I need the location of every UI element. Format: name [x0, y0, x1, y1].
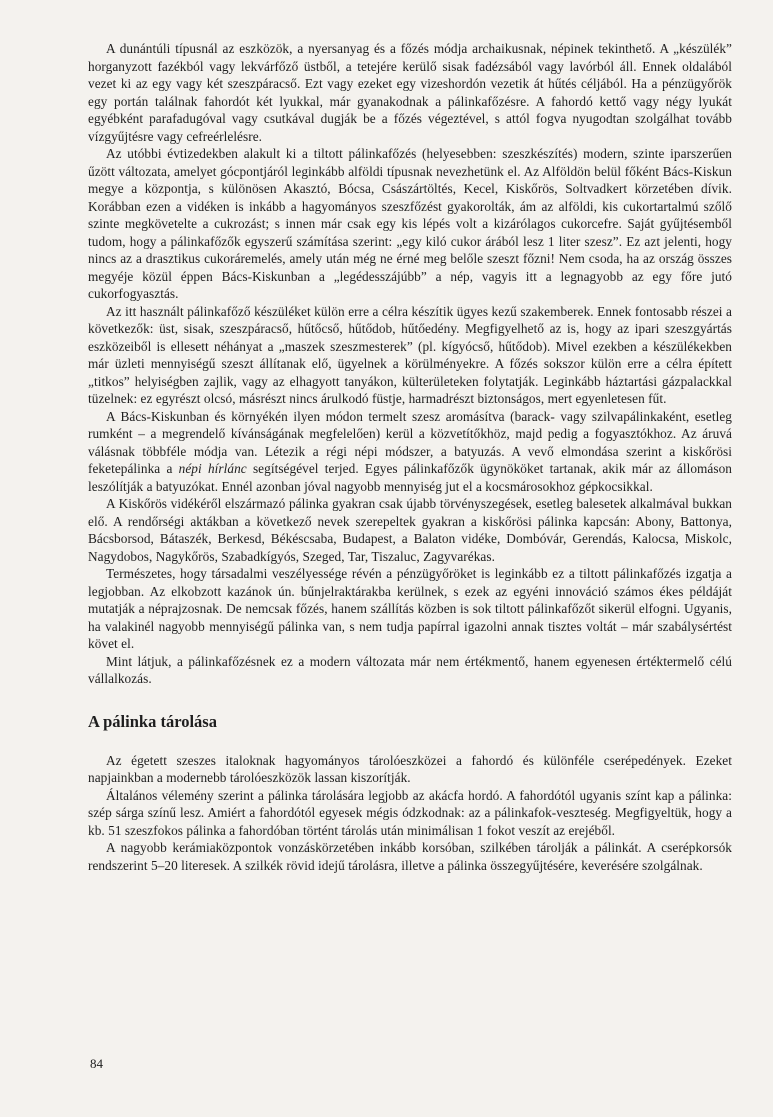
paragraph: Általános vélemény szerint a pálinka tárolására legjobb az akácfa hordó. A fahordótól ugyanis színt kap a pálinka: szép sárga színű lesz. Amiért a fahordótól egyesek mégis ódzkodnak: az a pálinkafok-veszteség. Megfigyeltük, hogy a kb. 51 szeszfokos pálinka a fahordóban történt tárolás után minimálisan 1 fokot veszít az erejéből.	[88, 787, 732, 838]
paragraph-text: segítségével terjed. Egyes pálinkafőzők ügynököket tartanak, akik már az állomáson leszólítják a batyuzókat. Ennél azonban jóval nagyobb mennyiség jut el a kocsmárosokhoz gépkocsikkal.	[88, 461, 732, 494]
italic-term: népi hírlánc	[178, 461, 247, 476]
section-heading: A pálinka tárolása	[88, 711, 217, 731]
paragraph-text: A Bács-Kiskunban és környékén ilyen módon termelt szesz aromásítva (barack- vagy szilvapálinkaként, esetleg rumként – a megrendelő kívánságának megfelelően) kerül a közvetítőkhöz, majd pedig a fogyasztókhoz. Az áruvá válásnak többféle módja van. Létezik a régi népi módszer, a batyuzás. A vevő elmondása szerint a kiskőrösi feketepálinka a	[88, 408, 732, 476]
paragraph: Az itt használt pálinkafőző készüléket külön erre a célra készítik ügyes kezű szakemberek. Ennek fontosabb részei a következők: üst, sisak, szeszpáracső, hűtőcső, hűtődob, hűtőedény. Megfigyelhető az is, hogy az ipari szeszgyártás eszközeiből is ellesett néhányat a „maszek szeszmesterek” (pl. kígyócső, hűtődob). Mivel ezekben a készülékekben már üzleti mennyiségű szeszt állítanak elő, ügyelnek a körülményekre. A főzés sokszor külön erre a célra épített „titkos” helyiségben zajlik, vagy az elhagyott tanyákon, külterületeken folytatják. Leginkább háztartási gázpalackkal tüzelnek: ez egyrészt olcsó, másrészt nincs árulkodó füstje, harmadrészt biztonságos, mert egyenletesen fűt.	[88, 303, 732, 406]
paragraph: Az utóbbi évtizedekben alakult ki a tiltott pálinkafőzés (helyesebben: szeszkészítés) modern, szinte iparszerűen űzött változata, amelyet gócpontjáról leginkább alföldi típusnak nevezhetünk el. Az Alföldön belül főként Bács-Kiskun megye a központja, s különösen Akasztó, Bócsa, Császártöltés, Kecel, Kiskőrös, Soltvadkert körzetében dívik. Korábban ezen a vidéken is inkább a hagyományos szeszfőzést gyakorolták, ám az alföldi, kis cukortartalmú szőlő szinte megkövetelte a cukrozást; s innen már csak egy kis lépés volt a kizárólagos cukorcefre. Saját gyűjtésemből tudom, hogy a pálinkafőzők egyszerű számítása szerint: „egy kiló cukor árából lesz 1 liter szesz”. Ez azt jelenti, hogy nincs az a drasztikus cukoráremelés, amely után még ne érné meg belőle szeszt főzni! Nem csoda, ha az ország összes megyéje közül éppen Bács-Kiskunban a „legédesszájúbb” a nép, vagyis itt a legnagyobb az egy főre jutó cukorfogyasztás.	[88, 146, 732, 301]
paragraph: Az égetett szeszes italoknak hagyományos tárolóeszközei a fahordó és különféle cserépedények. Ezeket napjainkban a modernebb tárolóeszközök lassan kiszorítják.	[88, 752, 732, 785]
page-number: 84	[90, 1056, 103, 1071]
paragraph: Természetes, hogy társadalmi veszélyessége révén a pénzügyőröket is leginkább ez a tiltott pálinkafőzés izgatja a legjobban. Az elkobzott kazánok ún. bűnjelraktárakba kerülnek, s ezek az egyéni innováció számos ékes példáját mutatják a néprajzosnak. De nemcsak főzés, hanem szállítás közben is sok tiltott pálinkafőzőt sikerül elfogni. Ugyanis, ha valakinél nagyobb mennyiségű pálinka van, s nem tudja papírral igazolni annak tisztes voltát – már szabálysértést követ el.	[88, 566, 732, 651]
paragraph: A nagyobb kerámiaközpontok vonzáskörzetében inkább korsóban, szilkében tárolják a pálinkát. A cserépkorsók rendszerint 5–20 literesek. A szilkék rövid idejű tárolásra, illetve a pálinka összegyűjtésére, keverésére szolgálnak.	[88, 840, 732, 873]
paragraph: Mint látjuk, a pálinkafőzésnek ez a modern változata már nem értékmentő, hanem egyenesen értéktermelő célú vállalkozás.	[88, 653, 732, 686]
paragraph	[88, 408, 732, 496]
paragraph: A dunántúli típusnál az eszközök, a nyersanyag és a főzés módja archaikusnak, népinek tekinthető. A „készülék” horganyzott fazékból vagy lekvárfőző üstből, a tetejére kerülő sisak fadézsából vagy lavórból áll. Ennek oldalából vezet ki az egy vagy két szeszpáracső. Ezt vagy ezeket egy vizeshordón vezetik át hűtés céljából. Ha a pénzügyőrök egy portán találnak fahordót két lyukkal, már gyanakodnak a pálinkafőzésre. A fahordó kettő vagy négy lyukát egyébként parafadugóval vagy csutkával dugják be a főzés végeztével, s attól fogva nyugodtan szolgálhat tovább vízgyűjtésre vagy cefreérlelésre.	[88, 41, 732, 144]
page-body	[88, 40, 732, 874]
paragraph: A Kiskőrös vidékéről elszármazó pálinka gyakran csak újabb törvényszegések, esetleg balesetek alkalmával bukkan elő. A rendőrségi aktákban a következő nevek szerepeltek gyakran a kiskőrösi pálinka kapcsán: Abony, Battonya, Bácsborsod, Bátaszék, Berkesd, Békéscsaba, Budapest, a Balaton vidéke, Dombóvár, Gerendás, Kalocsa, Miskolc, Nagydobos, Nagykőrös, Szabadkígyós, Szeged, Tar, Tiszaluc, Zagyvarékas.	[88, 496, 732, 564]
